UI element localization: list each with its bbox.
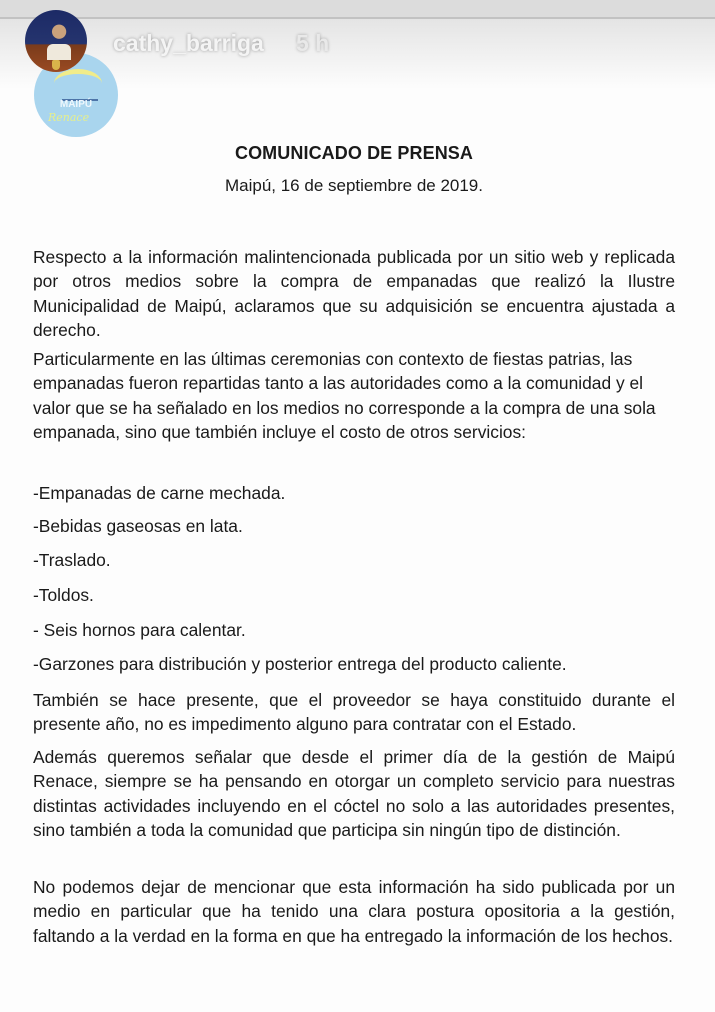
paragraph: Respecto a la información malintencionada publicada por un sitio web y replicada por otros medios sobre la compra de empanadas que realizó la Ilustre Municipalidad de Maipú, aclaramos que su adquisición se encuentra ajustada a derecho. (33, 247, 675, 341)
list-item: -Garzones para distribución y posterior entrega del producto caliente. (33, 654, 567, 674)
paragraph: Además queremos señalar que desde el primer día de la gestión de Maipú Renace, siempre se ha pensando en otorgar un completo servicio para nuestras distintas actividades incluyendo en el cóctel no solo a las autoridades presentes, sino también a toda la comunidad que participa sin ningún tipo de distinción. (33, 747, 675, 841)
list-item: -Bebidas gaseosas en lata. (33, 516, 243, 536)
post-time: 5 h (296, 30, 330, 56)
list-item: - Seis hornos para calentar. (33, 620, 246, 640)
list-item: -Toldos. (33, 585, 94, 605)
document-date: Maipú, 16 de septiembre de 2019. (224, 176, 483, 195)
paragraph: No podemos dejar de mencionar que esta información ha sido publicada por un medio en particular que ha tenido una clara postura opositoria a la gestión, faltando a la verdad en la forma en que ha entregado la información de los hechos. (33, 877, 675, 946)
list-item: -Empanadas de carne mechada. (33, 483, 286, 503)
logo-text-maipu: MAIPÚ (59, 99, 93, 110)
paragraph: También se hace presente, que el proveedor se haya constituido durante el presente año, no es impedimento alguno para contratar con el Estado. (33, 690, 675, 735)
document-title: COMUNICADO DE PRENSA (234, 143, 473, 163)
paragraph: Particularmente en las últimas ceremonias con contexto de fiestas patrias, las empanadas fueron repartidas tanto a las autoridades como a la comunidad y el valor que se ha señalado en los medios no corresponde a la compra de una sola empanada, sino que también incluye el costo de otros servicios: (33, 349, 656, 443)
list-item: -Traslado. (33, 550, 111, 570)
avatar-figure (47, 44, 71, 60)
avatar-crest (52, 60, 60, 70)
story-progress-bar (0, 0, 715, 19)
profile-avatar[interactable] (25, 10, 87, 72)
logo-text-renace: Renace (48, 111, 90, 124)
username[interactable]: cathy_barriga (113, 30, 264, 56)
